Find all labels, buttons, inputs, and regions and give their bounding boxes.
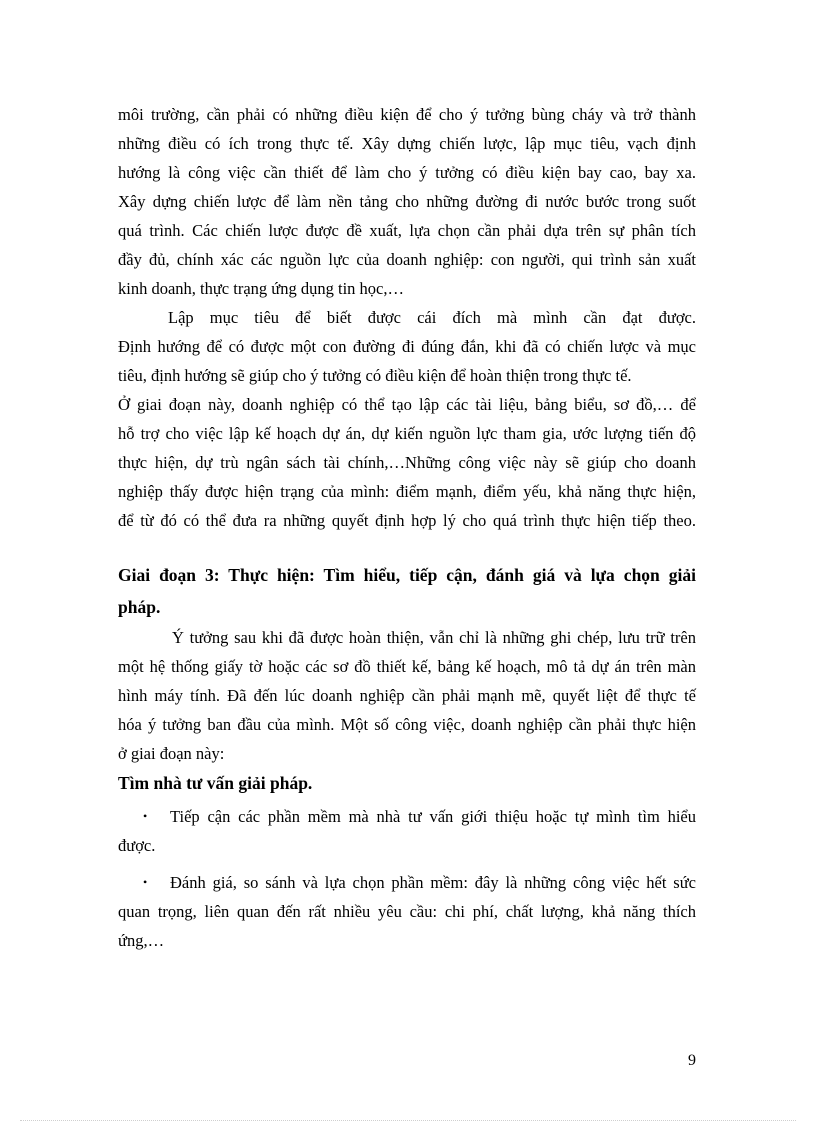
text-line: thực hiện, dự trù ngân sách tài chính,…Những công việc này sẽ giúp cho doanh [118, 453, 696, 472]
text-line: một hệ thống giấy tờ hoặc các sơ đồ thiết kế, bảng kế hoạch, mô tả dự án trên màn [118, 657, 696, 676]
page-number: 9 [688, 1052, 696, 1069]
section-heading [118, 559, 696, 623]
list-item-line: ứng,… [118, 931, 165, 950]
paragraph-implementation [118, 623, 696, 768]
section-heading-line: pháp. [118, 597, 161, 617]
text-line: hướng là công việc cần thiết để làm cho ý tưởng có điều kiện bay cao, bay xa. [118, 163, 696, 182]
bullet-icon: • [143, 809, 148, 823]
text-line: kinh doanh, thực trạng ứng dụng tin học,… [118, 279, 404, 298]
bullet-list [118, 802, 696, 955]
list-item-line [118, 868, 696, 897]
text-line: để từ đó có thể đưa ra những quyết định hợp lý cho quá trình thực hiện tiếp theo. [118, 511, 696, 530]
text-line: môi trường, cần phải có những điều kiện để cho ý tưởng bùng cháy và trở thành [118, 105, 696, 124]
text-line: hỗ trợ cho việc lập kế hoạch dự án, dự kiến nguồn lực tham gia, ước lượng tiến độ [118, 424, 696, 443]
text-line: quá trình. Các chiến lược được đề xuất, lựa chọn cần phải dựa trên sự phân tích [118, 221, 696, 240]
list-item-line: được. [118, 836, 156, 855]
section-heading-line: Giai đoạn 3: Thực hiện: Tìm hiểu, tiếp cận, đánh giá và lựa chọn giải [118, 565, 696, 585]
footer-divider [20, 1120, 796, 1121]
text-line: nghiệp thấy được hiện trạng của mình: điểm mạnh, điểm yếu, khả năng thực hiện, [118, 482, 696, 501]
text-line: Định hướng để có được một con đường đi đúng đắn, khi đã có chiến lược và mục [118, 337, 696, 356]
text-line: những điều có ích trong thực tế. Xây dựng chiến lược, lập mục tiêu, vạch định [118, 134, 696, 153]
text-line: tiêu, định hướng sẽ giúp cho ý tưởng có điều kiện để hoàn thiện trong thực tế. [118, 366, 632, 385]
paragraph-strategy [118, 100, 696, 303]
text-line: Xây dựng chiến lược để làm nền tảng cho những đường đi nước bước trong suốt [118, 192, 696, 211]
list-item-line [118, 802, 696, 831]
text-line: Lập mục tiêu để biết được cái đích mà mình cần đạt được. [168, 308, 696, 327]
list-item-text: Tiếp cận các phần mềm mà nhà tư vấn giới thiệu hoặc tự mình tìm hiểu [170, 807, 696, 826]
text-line: ở giai đoạn này: [118, 744, 225, 763]
text-line: hóa ý tưởng ban đầu của mình. Một số công việc, doanh nghiệp cần phải thực hiện [118, 715, 696, 734]
text-line: hình máy tính. Đã đến lúc doanh nghiệp cần phải mạnh mẽ, quyết liệt để thực tế [118, 686, 696, 705]
text-line: Ở giai đoạn này, doanh nghiệp có thể tạo lập các tài liệu, bảng biểu, sơ đồ,… để [118, 395, 696, 414]
paragraph-objectives [118, 303, 696, 390]
list-item [118, 802, 696, 860]
list-item-line: quan trọng, liên quan đến rất nhiều yêu cầu: chi phí, chất lượng, khả năng thích [118, 902, 696, 921]
list-item-text: Đánh giá, so sánh và lựa chọn phần mềm: đây là những công việc hết sức [170, 873, 696, 892]
list-item [118, 868, 696, 955]
page-body [118, 100, 696, 955]
bullet-icon: • [143, 875, 148, 889]
text-line: Ý tưởng sau khi đã được hoàn thiện, vẫn chỉ là những ghi chép, lưu trữ trên [172, 628, 696, 647]
subsection-heading: Tìm nhà tư vấn giải pháp. [118, 773, 313, 793]
text-line: đầy đủ, chính xác các nguồn lực của doanh nghiệp: con người, qui trình sản xuất [118, 250, 696, 269]
paragraph-stage-documents [118, 390, 696, 535]
